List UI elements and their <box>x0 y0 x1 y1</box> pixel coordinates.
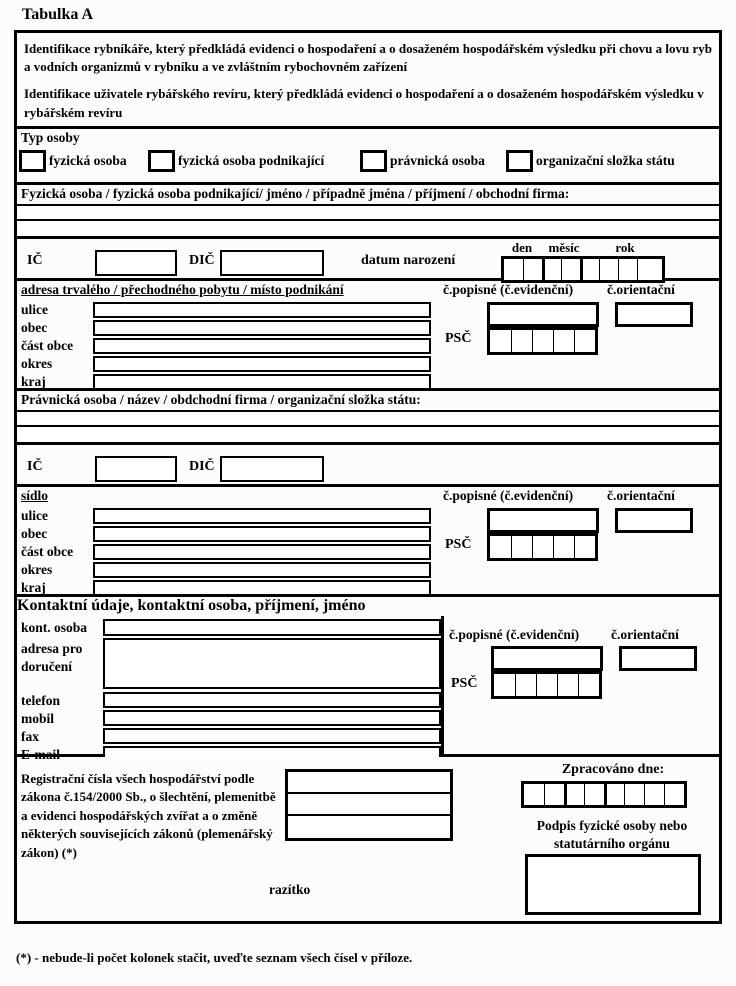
datum-narozeni-group <box>501 240 665 283</box>
section-pravnicka-osoba <box>17 391 719 445</box>
psc-label: PSČ <box>451 676 478 691</box>
registracni-cisla-boxes <box>285 769 453 841</box>
fyzicka-name-row-1[interactable] <box>17 206 719 221</box>
psc-cells <box>491 671 602 699</box>
cast-obce-label: část obce <box>21 338 74 353</box>
email-label: E-mail <box>21 747 60 762</box>
fax-input[interactable] <box>103 728 441 744</box>
checkbox-label: organizační složka státu <box>536 152 675 168</box>
date-cell[interactable] <box>624 784 644 805</box>
psc-label: PSČ <box>445 331 472 346</box>
registrace-line: některých souvisejících zákonů (plemenářský zákon) (*) <box>21 826 273 860</box>
psc-cell[interactable] <box>532 330 553 352</box>
datum-narozeni-cells <box>501 256 665 283</box>
razitko-label: razítko <box>269 882 311 897</box>
mobil-input[interactable] <box>103 710 441 726</box>
fyzicka-name-row-2[interactable] <box>17 221 719 236</box>
cpopisne-label: č.popisné (č.evidenční) <box>443 488 574 503</box>
adresa-rows <box>17 302 431 392</box>
psc-cell[interactable] <box>490 330 511 352</box>
obec-input[interactable] <box>93 526 431 542</box>
dic-input[interactable] <box>220 456 324 482</box>
psc-cell[interactable] <box>515 674 536 696</box>
date-cell[interactable] <box>599 259 618 280</box>
corientacni-input[interactable] <box>615 302 693 327</box>
date-cell[interactable] <box>618 259 637 280</box>
date-cell[interactable] <box>637 259 656 280</box>
ulice-label: ulice <box>21 508 48 523</box>
okres-label: okres <box>21 356 53 371</box>
okres-label: okres <box>21 562 53 577</box>
checkbox-label: právnická osoba <box>390 152 485 168</box>
podpis-label-line1: Podpis fyzické osoby nebo <box>536 818 688 833</box>
kont-osoba-input[interactable] <box>103 619 441 636</box>
cpopisne-input[interactable] <box>491 646 603 671</box>
psc-cells <box>487 533 598 561</box>
date-cell[interactable] <box>584 784 604 805</box>
telefon-input[interactable] <box>103 692 441 708</box>
date-cell[interactable] <box>644 784 664 805</box>
corientacni-input[interactable] <box>619 646 697 671</box>
den-label: den <box>511 240 533 255</box>
checkbox-label: fyzická osoba podnikající <box>178 152 325 168</box>
section-fyzicka-osoba-jmeno <box>17 185 719 239</box>
section-sidlo <box>17 487 719 597</box>
registracni-cisla-text <box>21 770 287 862</box>
psc-label: PSČ <box>445 537 472 552</box>
address-row <box>17 320 431 336</box>
podpis-signature-box[interactable] <box>525 854 701 915</box>
address-row <box>17 338 431 354</box>
address-row <box>17 562 431 578</box>
cpopisne-input[interactable] <box>487 302 599 327</box>
okres-input[interactable] <box>93 562 431 578</box>
mesic-label: měsíc <box>548 240 580 255</box>
kontakt-heading: Kontaktní údaje, kontaktní osoba, příjmení, jméno <box>17 597 366 614</box>
rok-label: rok <box>615 240 635 255</box>
psc-cell[interactable] <box>553 330 574 352</box>
section-kontaktni-udaje <box>17 597 719 762</box>
date-cell[interactable] <box>564 784 584 805</box>
option-organizacni-slozka-statu <box>506 150 675 172</box>
zpracovano-dne-cells <box>521 781 687 808</box>
registrace-line: a evidenci hospodářských zvířat a o změně <box>21 807 258 823</box>
cast-obce-label: část obce <box>21 544 74 559</box>
page-title: Tabulka A <box>22 6 94 23</box>
email-input[interactable] <box>103 746 441 757</box>
datum-narozeni-label: datum narození <box>361 253 456 268</box>
section-adresa-trvaleho <box>17 281 719 391</box>
pravnicka-osoba-heading: Právnická osoba / název / obdchodní firma / organizační složka státu: <box>17 391 719 412</box>
dic-label: DIČ <box>189 253 215 268</box>
date-cell[interactable] <box>542 259 561 280</box>
ic-label: IČ <box>27 459 43 474</box>
sidlo-heading: sídlo <box>21 488 49 503</box>
corientacni-input[interactable] <box>615 508 693 533</box>
cast-obce-input[interactable] <box>93 544 431 560</box>
identification-text-rybnikar: Identifikace rybníkáře, který předkládá evidenci o hospodaření a o dosaženém hospodářském výsledku při chovu a lovu ryb a vodních organizmů v rybníku a ve zvláštním rybochovném zařízení <box>24 41 712 75</box>
kraj-input[interactable] <box>93 374 431 390</box>
pravnicka-name-row-1[interactable] <box>17 412 719 427</box>
cpopisne-input[interactable] <box>487 508 599 533</box>
psc-cell[interactable] <box>553 536 574 558</box>
address-row <box>17 580 431 596</box>
mobil-label: mobil <box>21 711 55 726</box>
psc-cell[interactable] <box>578 674 599 696</box>
checkbox-fyzicka-osoba[interactable] <box>19 150 46 172</box>
corientacni-label: č.orientační <box>611 627 679 642</box>
kraj-input[interactable] <box>93 580 431 596</box>
psc-cells <box>487 327 598 355</box>
checkbox-fyzicka-osoba-podnikajici[interactable] <box>148 150 175 172</box>
ulice-label: ulice <box>21 302 48 317</box>
date-cell[interactable] <box>580 259 599 280</box>
date-cell[interactable] <box>524 784 544 805</box>
fax-label: fax <box>21 729 39 744</box>
zpracovano-dne-label: Zpracováno dne: <box>561 762 665 777</box>
adresa-heading: adresa trvalého / přechodného pobytu / místo podnikání <box>21 282 344 297</box>
form-tabulka-a <box>14 30 722 924</box>
adresa-pro-doruceni-label-line2: doručení <box>21 659 73 674</box>
sidlo-rows <box>17 508 431 598</box>
pravnicka-name-row-2[interactable] <box>17 427 719 442</box>
ulice-input[interactable] <box>93 302 431 318</box>
date-part-labels <box>501 240 665 256</box>
section-fyzicka-ic-dic <box>17 239 719 281</box>
ic-label: IČ <box>27 253 43 268</box>
footnote: (*) - nebude-li počet kolonek stačit, uveďte seznam všech čísel v příloze. <box>16 950 413 965</box>
ic-input[interactable] <box>95 456 177 482</box>
podpis-label-line2: statutárního orgánu <box>554 836 670 852</box>
date-cell[interactable] <box>604 784 624 805</box>
date-cell[interactable] <box>504 259 523 280</box>
psc-cell[interactable] <box>557 674 578 696</box>
psc-cell[interactable] <box>490 536 511 558</box>
registrace-line: Registrační čísla všech hospodářství podle <box>21 771 255 786</box>
section-identification <box>17 33 719 129</box>
date-cell[interactable] <box>544 784 564 805</box>
corientacni-label: č.orientační <box>607 488 675 503</box>
cpopisne-label: č.popisné (č.evidenční) <box>449 627 580 642</box>
date-cell[interactable] <box>523 259 542 280</box>
typ-osoby-label: Typ osoby <box>21 130 80 145</box>
identification-text-uzivatel: Identifikace uživatele rybářského revíru, který předkládá evidenci o hospodaření a o dosaženém hospodářském výsledku v rybářském revíru <box>24 86 704 120</box>
checkbox-organizacni-slozka-statu[interactable] <box>506 150 533 172</box>
address-row <box>17 526 431 542</box>
dic-label: DIČ <box>189 459 215 474</box>
dic-input[interactable] <box>220 250 324 276</box>
psc-cell[interactable] <box>532 536 553 558</box>
obec-input[interactable] <box>93 320 431 336</box>
section-typ-osoby <box>17 129 719 185</box>
address-row <box>17 508 431 524</box>
registracni-cislo-input[interactable] <box>288 816 450 838</box>
kontakt-divider <box>441 616 444 757</box>
kraj-label: kraj <box>21 374 46 389</box>
cast-obce-input[interactable] <box>93 338 431 354</box>
psc-cell[interactable] <box>536 674 557 696</box>
address-row <box>17 544 431 560</box>
obec-label: obec <box>21 526 48 541</box>
option-fyzicka-osoba <box>19 150 127 172</box>
zpracovano-dne-group <box>521 781 687 808</box>
section-pravnicka-ic-dic <box>17 445 719 487</box>
okres-input[interactable] <box>93 356 431 372</box>
section-registrace-podpis <box>17 757 719 921</box>
address-row <box>17 302 431 318</box>
address-row <box>17 374 431 390</box>
date-cell[interactable] <box>664 784 684 805</box>
psc-cell[interactable] <box>511 536 532 558</box>
kont-osoba-label: kont. osoba <box>21 620 88 635</box>
checkbox-label: fyzická osoba <box>49 152 127 168</box>
ulice-input[interactable] <box>93 508 431 524</box>
registracni-cislo-input[interactable] <box>288 794 450 816</box>
podpis-label <box>509 817 715 853</box>
psc-cell[interactable] <box>511 330 532 352</box>
ic-input[interactable] <box>95 250 177 276</box>
obec-label: obec <box>21 320 48 335</box>
option-fyzicka-osoba-podnikajici <box>148 150 324 172</box>
option-pravnicka-osoba <box>360 150 485 172</box>
psc-cell[interactable] <box>574 536 595 558</box>
psc-cell[interactable] <box>494 674 515 696</box>
checkbox-pravnicka-osoba[interactable] <box>360 150 387 172</box>
address-row <box>17 356 431 372</box>
telefon-label: telefon <box>21 693 60 708</box>
kraj-label: kraj <box>21 580 46 595</box>
cpopisne-label: č.popisné (č.evidenční) <box>443 282 574 297</box>
adresa-pro-doruceni-label-line1: adresa pro <box>21 641 83 656</box>
date-cell[interactable] <box>561 259 580 280</box>
registrace-line: zákona č.154/2000 Sb., o šlechtění, plemenitbě <box>21 789 276 805</box>
corientacni-label: č.orientační <box>607 282 675 297</box>
adresa-pro-doruceni-input[interactable] <box>103 638 441 689</box>
fyzicka-osoba-heading: Fyzická osoba / fyzická osoba podnikající/ jméno / případně jména / příjmení / obchodní firma: <box>17 185 719 206</box>
registracni-cislo-input[interactable] <box>288 772 450 794</box>
psc-cell[interactable] <box>574 330 595 352</box>
